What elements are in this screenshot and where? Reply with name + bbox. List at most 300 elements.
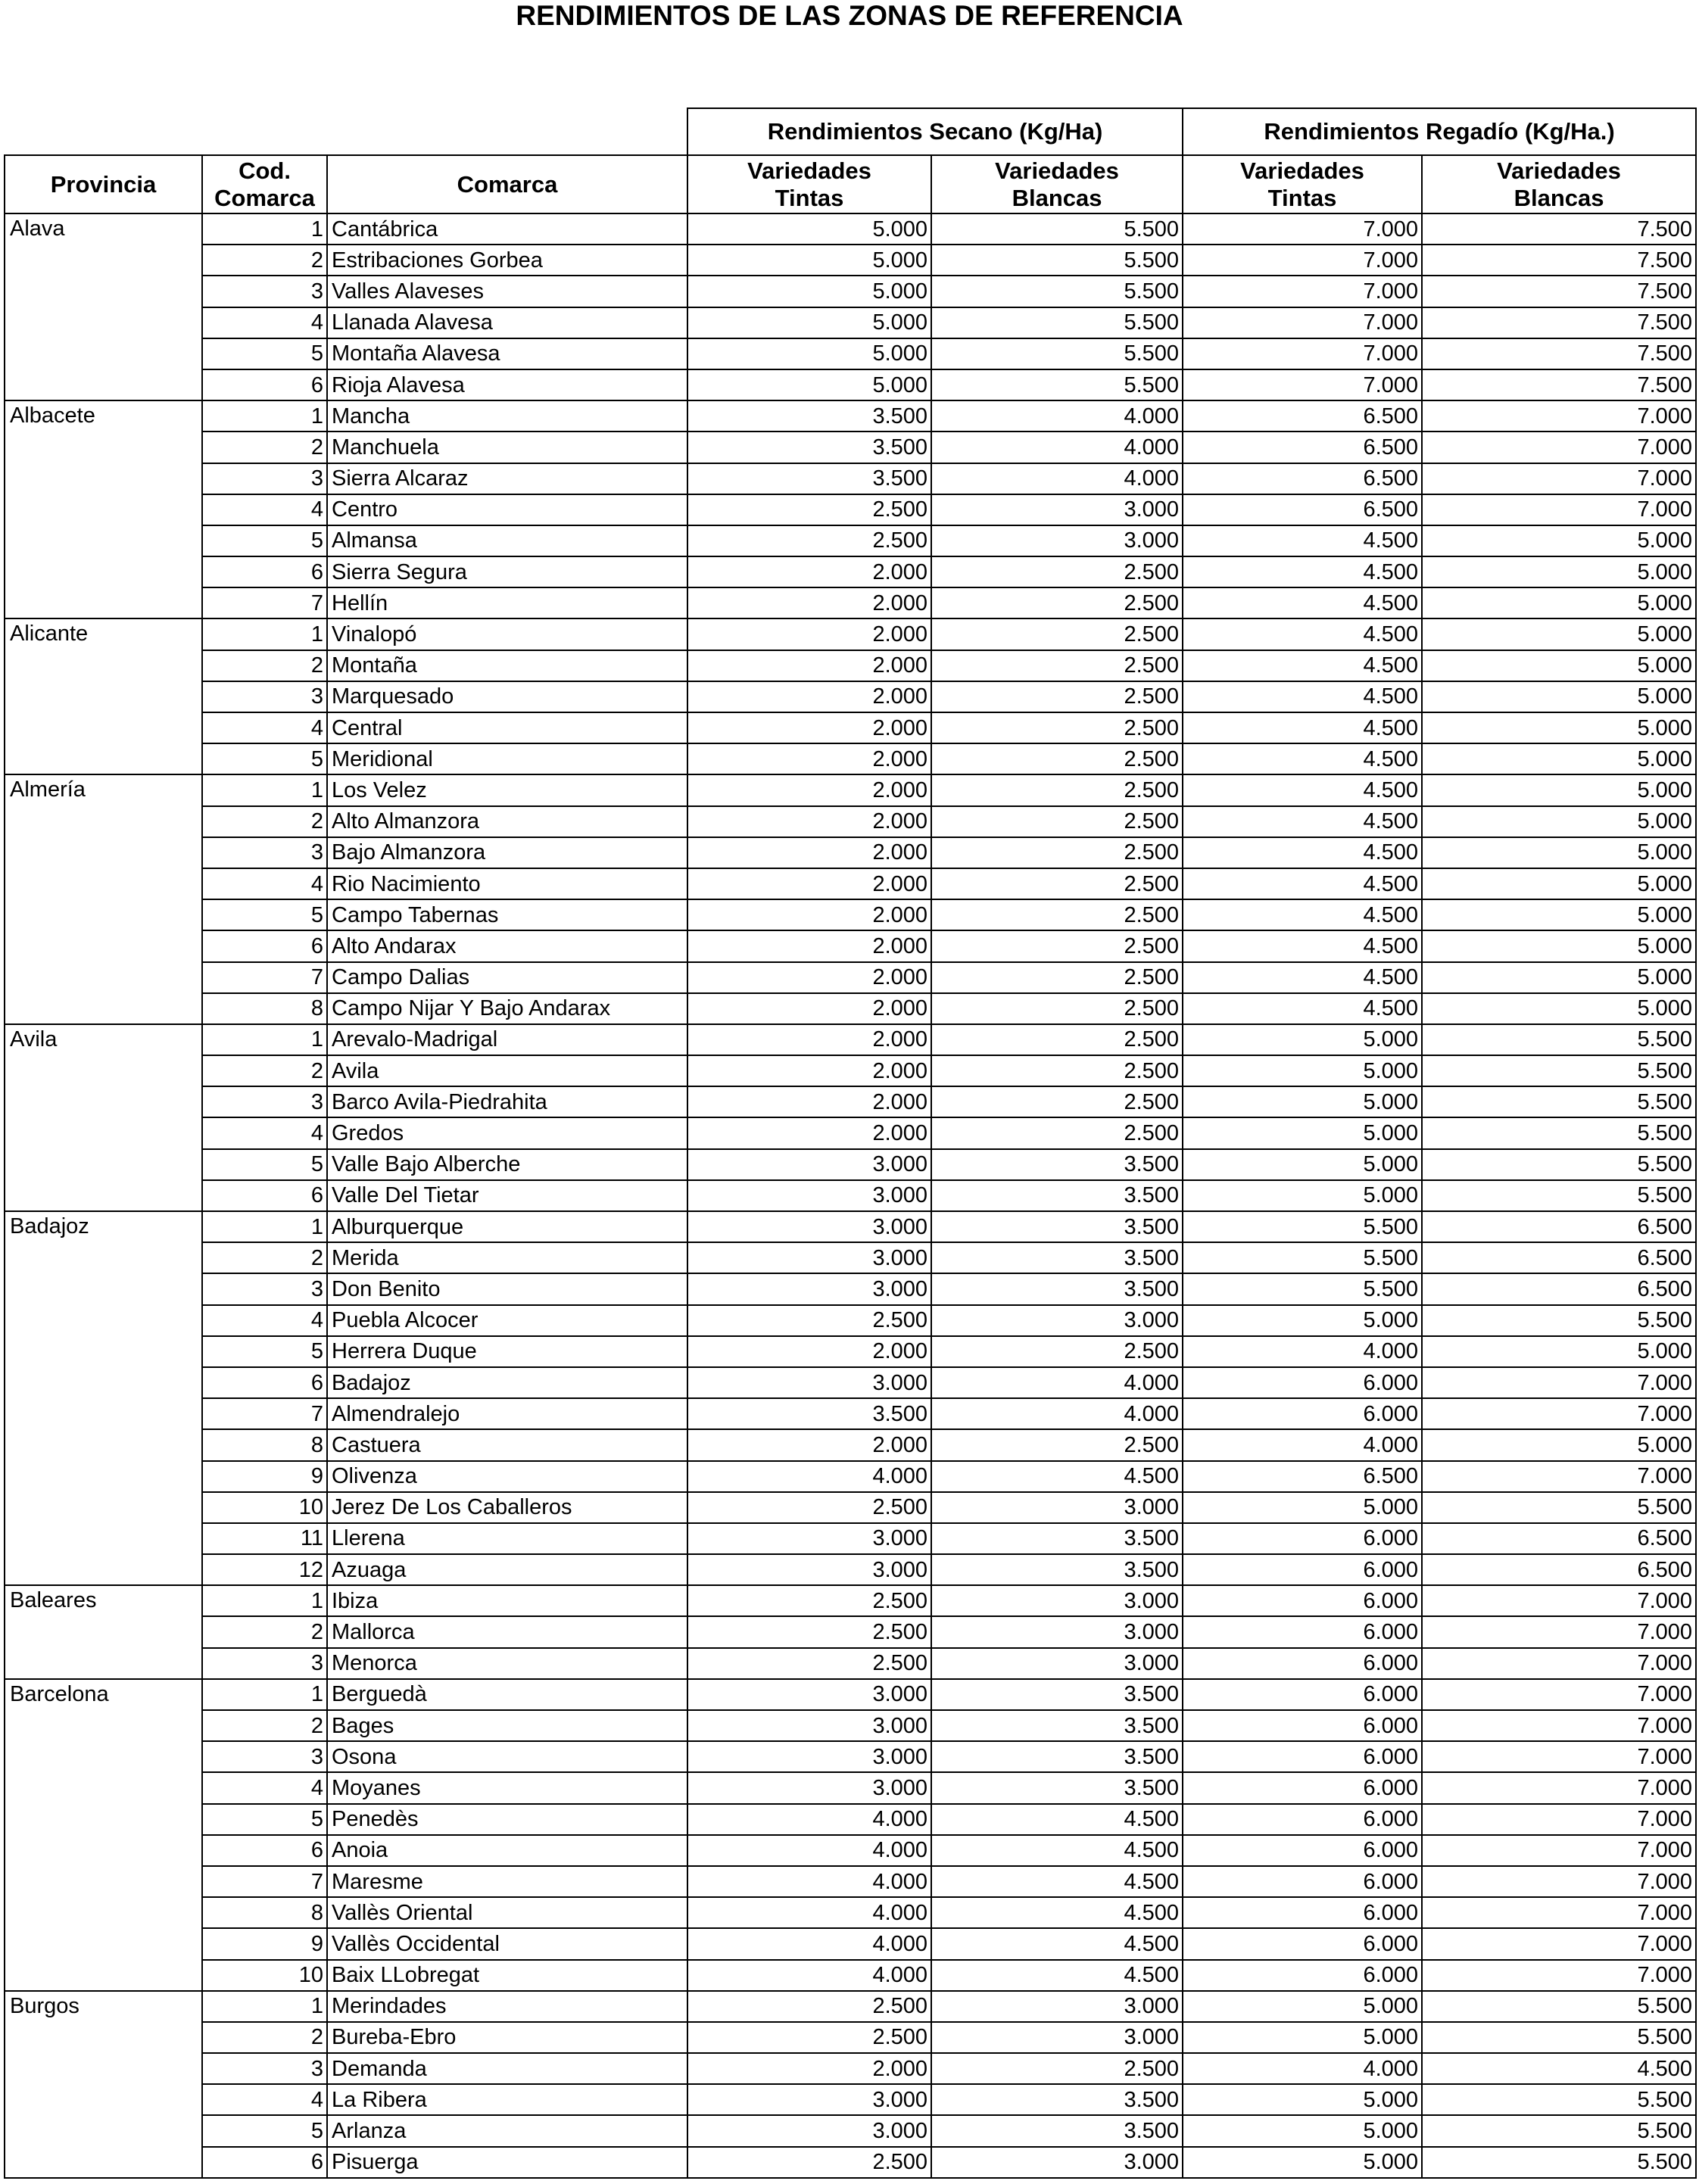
regadio-tintas-cell: 5.500 [1183, 1273, 1422, 1304]
regadio-tintas-cell: 6.500 [1183, 400, 1422, 432]
comarca-cell: Maresme [327, 1866, 687, 1897]
secano-blancas-cell: 3.500 [931, 1180, 1183, 1211]
regadio-blancas-cell: 4.500 [1422, 2053, 1696, 2084]
comarca-cell: Arlanza [327, 2115, 687, 2146]
secano-blancas-cell: 3.500 [931, 2084, 1183, 2115]
regadio-blancas-cell: 7.000 [1422, 1772, 1696, 1803]
regadio-blancas-cell: 6.500 [1422, 1554, 1696, 1585]
secano-blancas-cell: 3.500 [931, 1242, 1183, 1273]
comarca-cell: Almansa [327, 525, 687, 556]
regadio-blancas-cell: 6.500 [1422, 1273, 1696, 1304]
comarca-cell: Moyanes [327, 1772, 687, 1803]
secano-blancas-cell: 2.500 [931, 1024, 1183, 1055]
secano-tintas-cell: 2.000 [687, 993, 931, 1024]
regadio-tintas-cell: 6.500 [1183, 1461, 1422, 1492]
regadio-tintas-cell: 4.000 [1183, 2053, 1422, 2084]
regadio-blancas-cell: 6.500 [1422, 1523, 1696, 1554]
regadio-blancas-cell: 7.000 [1422, 1367, 1696, 1398]
regadio-blancas-cell: 5.000 [1422, 806, 1696, 837]
regadio-tintas-cell: 6.500 [1183, 494, 1422, 525]
table-row [5, 618, 1696, 650]
regadio-blancas-cell: 5.000 [1422, 774, 1696, 805]
regadio-tintas-cell: 6.000 [1183, 1835, 1422, 1866]
page-title: RENDIMIENTOS DE LAS ZONAS DE REFERENCIA [516, 0, 1183, 31]
secano-tintas-cell: 4.000 [687, 1866, 931, 1897]
secano-tintas-cell: 2.000 [687, 1117, 931, 1148]
table-row [5, 1554, 1696, 1585]
secano-tintas-cell: 3.000 [687, 1679, 931, 1710]
secano-tintas-cell: 2.500 [687, 1616, 931, 1647]
cod-cell: 10 [202, 1960, 327, 1991]
provincia-cell: Albacete [5, 400, 202, 618]
regadio-tintas-cell: 7.000 [1183, 338, 1422, 369]
regadio-blancas-cell: 7.000 [1422, 1648, 1696, 1679]
comarca-cell: Vallès Oriental [327, 1897, 687, 1928]
secano-blancas-cell: 5.500 [931, 276, 1183, 307]
regadio-tintas-cell: 4.500 [1183, 962, 1422, 993]
regadio-blancas-cell: 5.500 [1422, 1991, 1696, 2022]
cod-cell: 4 [202, 307, 327, 338]
secano-blancas-cell: 2.500 [931, 993, 1183, 1024]
regadio-tintas-cell: 7.000 [1183, 276, 1422, 307]
regadio-tintas-cell: 6.000 [1183, 1772, 1422, 1803]
regadio-tintas-cell: 6.000 [1183, 1710, 1422, 1741]
comarca-cell: Barco Avila-Piedrahita [327, 1086, 687, 1117]
secano-tintas-cell: 2.500 [687, 525, 931, 556]
secano-tintas-cell: 2.000 [687, 930, 931, 961]
table-row [5, 1211, 1696, 1242]
secano-tintas-cell: 2.000 [687, 2053, 931, 2084]
regadio-tintas-cell: 5.000 [1183, 2115, 1422, 2146]
comarca-cell: Meridional [327, 743, 687, 774]
cod-cell: 6 [202, 930, 327, 961]
secano-blancas-cell: 2.500 [931, 2053, 1183, 2084]
regadio-blancas-cell: 5.500 [1422, 1149, 1696, 1180]
cod-cell: 6 [202, 369, 327, 400]
regadio-tintas-cell: 6.000 [1183, 1804, 1422, 1835]
regadio-blancas-cell: 5.500 [1422, 1180, 1696, 1211]
secano-blancas-cell: 5.500 [931, 307, 1183, 338]
regadio-tintas-cell: 5.500 [1183, 1242, 1422, 1273]
cod-cell: 8 [202, 1429, 327, 1460]
secano-blancas-cell: 2.500 [931, 806, 1183, 837]
table-row [5, 2147, 1696, 2178]
comarca-cell: Rio Nacimiento [327, 868, 687, 899]
comarca-cell: Baix LLobregat [327, 1960, 687, 1991]
secano-blancas-cell: 4.000 [931, 1398, 1183, 1429]
secano-tintas-cell: 3.000 [687, 1273, 931, 1304]
table-row [5, 432, 1696, 463]
table-row [5, 587, 1696, 618]
comarca-cell: Centro [327, 494, 687, 525]
comarca-cell: Berguedà [327, 1679, 687, 1710]
regadio-blancas-cell: 5.000 [1422, 650, 1696, 681]
secano-blancas-cell: 2.500 [931, 650, 1183, 681]
secano-tintas-cell: 5.000 [687, 307, 931, 338]
provincia-cell: Burgos [5, 1991, 202, 2178]
secano-blancas-cell: 4.500 [931, 1960, 1183, 1991]
regadio-tintas-cell: 6.000 [1183, 1679, 1422, 1710]
cod-cell: 1 [202, 400, 327, 432]
secano-blancas-cell: 4.500 [931, 1897, 1183, 1928]
cod-cell: 5 [202, 899, 327, 930]
secano-tintas-cell: 3.000 [687, 1180, 931, 1211]
cod-cell: 11 [202, 1523, 327, 1554]
regadio-blancas-cell: 7.000 [1422, 1679, 1696, 1710]
cod-cell: 5 [202, 1336, 327, 1367]
regadio-blancas-cell: 5.000 [1422, 712, 1696, 743]
regadio-tintas-cell: 6.500 [1183, 463, 1422, 494]
secano-blancas-cell: 3.000 [931, 525, 1183, 556]
regadio-tintas-cell: 4.500 [1183, 743, 1422, 774]
secano-blancas-cell: 4.000 [931, 432, 1183, 463]
secano-blancas-cell: 3.500 [931, 1772, 1183, 1803]
table-row [5, 1928, 1696, 1959]
secano-blancas-cell: 2.500 [931, 930, 1183, 961]
comarca-cell: Badajoz [327, 1367, 687, 1398]
secano-blancas-cell: 2.500 [931, 587, 1183, 618]
secano-tintas-cell: 3.000 [687, 1772, 931, 1803]
secano-blancas-cell: 3.500 [931, 1679, 1183, 1710]
cod-cell: 4 [202, 1772, 327, 1803]
secano-tintas-cell: 2.000 [687, 1024, 931, 1055]
provincia-cell: Alava [5, 213, 202, 400]
secano-tintas-cell: 3.000 [687, 2115, 931, 2146]
comarca-cell: Vallès Occidental [327, 1928, 687, 1959]
comarca-cell: Llerena [327, 1523, 687, 1554]
cod-cell: 5 [202, 338, 327, 369]
comarca-cell: Montaña [327, 650, 687, 681]
cod-cell: 1 [202, 1585, 327, 1616]
secano-blancas-cell: 2.500 [931, 556, 1183, 587]
regadio-blancas-cell: 5.000 [1422, 962, 1696, 993]
comarca-cell: La Ribera [327, 2084, 687, 2115]
comarca-cell: Menorca [327, 1648, 687, 1679]
regadio-tintas-cell: 7.000 [1183, 369, 1422, 400]
secano-tintas-cell: 2.000 [687, 556, 931, 587]
secano-tintas-cell: 2.500 [687, 494, 931, 525]
comarca-cell: Azuaga [327, 1554, 687, 1585]
table-row [5, 1866, 1696, 1897]
cod-cell: 5 [202, 1149, 327, 1180]
cod-cell: 1 [202, 1211, 327, 1242]
regadio-blancas-cell: 5.000 [1422, 837, 1696, 868]
cod-cell: 1 [202, 1991, 327, 2022]
secano-tintas-cell: 2.500 [687, 1492, 931, 1523]
regadio-blancas-cell: 7.000 [1422, 1960, 1696, 1991]
comarca-cell: Herrera Duque [327, 1336, 687, 1367]
comarca-cell: Montaña Alavesa [327, 338, 687, 369]
table-body [5, 213, 1696, 2178]
secano-blancas-cell: 4.500 [931, 1804, 1183, 1835]
regadio-blancas-cell: 7.000 [1422, 1928, 1696, 1959]
regadio-blancas-cell: 7.000 [1422, 1616, 1696, 1647]
regadio-blancas-cell: 7.000 [1422, 463, 1696, 494]
regadio-tintas-cell: 6.000 [1183, 1866, 1422, 1897]
comarca-cell: Bajo Almanzora [327, 837, 687, 868]
table-row [5, 930, 1696, 961]
provincia-header: Provincia [5, 155, 202, 213]
regadio-blancas-cell: 5.000 [1422, 899, 1696, 930]
provincia-cell: Alicante [5, 618, 202, 774]
regadio-tintas-cell: 6.000 [1183, 1897, 1422, 1928]
comarca-cell: Gredos [327, 1117, 687, 1148]
regadio-blancas-cell: 5.500 [1422, 1024, 1696, 1055]
secano-blancas-cell: 3.000 [931, 1492, 1183, 1523]
cod-cell: 6 [202, 2147, 327, 2178]
table-row [5, 276, 1696, 307]
comarca-cell: Hellín [327, 587, 687, 618]
secano-tintas-cell: 2.500 [687, 1991, 931, 2022]
regadio-tintas-cell: 6.000 [1183, 1616, 1422, 1647]
cod-cell: 1 [202, 1679, 327, 1710]
secano-blancas-cell: 2.500 [931, 837, 1183, 868]
secano-tintas-cell: 4.000 [687, 1897, 931, 1928]
cod-cell: 7 [202, 962, 327, 993]
regadio-blancas-cell: 5.000 [1422, 587, 1696, 618]
regadio-tintas-cell: 4.000 [1183, 1336, 1422, 1367]
regadio-blancas-cell: 5.000 [1422, 618, 1696, 650]
regadio-tintas-cell: 4.000 [1183, 1429, 1422, 1460]
secano-tintas-cell: 3.500 [687, 400, 931, 432]
table-row [5, 962, 1696, 993]
regadio-blancas-cell: 7.500 [1422, 276, 1696, 307]
regadio-tintas-cell: 7.000 [1183, 245, 1422, 276]
regadio-group-header: Rendimientos Regadío (Kg/Ha.) [1183, 108, 1696, 155]
cod-comarca-header: Cod. Comarca [202, 155, 327, 213]
comarca-cell: Vinalopó [327, 618, 687, 650]
secano-blancas-cell: 3.000 [931, 1991, 1183, 2022]
regadio-blancas-cell: 7.000 [1422, 432, 1696, 463]
table-row [5, 774, 1696, 805]
comarca-cell: Mallorca [327, 1616, 687, 1647]
secano-blancas-cell: 4.500 [931, 1835, 1183, 1866]
comarca-cell: Manchuela [327, 432, 687, 463]
regadio-blancas-cell: 7.000 [1422, 1461, 1696, 1492]
secano-blancas-cell: 4.000 [931, 400, 1183, 432]
cod-cell: 3 [202, 1648, 327, 1679]
secano-tintas-cell: 2.000 [687, 837, 931, 868]
comarca-cell: Avila [327, 1055, 687, 1086]
secano-blancas-cell: 4.500 [931, 1866, 1183, 1897]
regadio-blancas-cell: 5.500 [1422, 1117, 1696, 1148]
secano-blancas-cell: 2.500 [931, 962, 1183, 993]
comarca-cell: Valles Alaveses [327, 276, 687, 307]
table-row [5, 1461, 1696, 1492]
regadio-tintas-cell: 5.000 [1183, 1492, 1422, 1523]
comarca-cell: Llanada Alavesa [327, 307, 687, 338]
comarca-cell: Central [327, 712, 687, 743]
regadio-tintas-cell: 5.000 [1183, 1086, 1422, 1117]
secano-tintas-cell: 2.000 [687, 1429, 931, 1460]
secano-blancas-cell: 3.500 [931, 1149, 1183, 1180]
secano-blancas-cell: 2.500 [931, 712, 1183, 743]
secano-blancas-cell: 3.000 [931, 494, 1183, 525]
regadio-tintas-cell: 4.500 [1183, 806, 1422, 837]
secano-blancas-cell: 4.000 [931, 463, 1183, 494]
secano-blancas-cell: 2.500 [931, 1055, 1183, 1086]
regadio-blancas-cell: 5.500 [1422, 1055, 1696, 1086]
secano-tintas-cell: 2.500 [687, 2147, 931, 2178]
secano-blancas-cell: 2.500 [931, 743, 1183, 774]
regadio-tintas-cell: 6.500 [1183, 432, 1422, 463]
secano-blancas-cell: 3.500 [931, 1554, 1183, 1585]
table-row [5, 1710, 1696, 1741]
regadio-tintas-cell: 4.500 [1183, 774, 1422, 805]
cod-cell: 8 [202, 1897, 327, 1928]
comarca-cell: Don Benito [327, 1273, 687, 1304]
table-row [5, 369, 1696, 400]
table-row [5, 463, 1696, 494]
header-spacer [5, 108, 687, 155]
comarca-cell: Bages [327, 1710, 687, 1741]
secano-blancas-cell: 2.500 [931, 618, 1183, 650]
cod-cell: 2 [202, 2022, 327, 2053]
table-row [5, 806, 1696, 837]
secano-tintas-header: Variedades Tintas [687, 155, 931, 213]
regadio-blancas-cell: 7.500 [1422, 213, 1696, 245]
secano-blancas-cell: 4.500 [931, 1928, 1183, 1959]
secano-tintas-cell: 3.000 [687, 1367, 931, 1398]
secano-tintas-cell: 2.500 [687, 1305, 931, 1336]
regadio-blancas-cell: 6.500 [1422, 1211, 1696, 1242]
regadio-tintas-cell: 4.500 [1183, 837, 1422, 868]
regadio-tintas-cell: 6.000 [1183, 1741, 1422, 1772]
cod-cell: 1 [202, 213, 327, 245]
cod-cell: 2 [202, 432, 327, 463]
cod-cell: 2 [202, 806, 327, 837]
table-row [5, 1648, 1696, 1679]
cod-cell: 3 [202, 837, 327, 868]
regadio-blancas-cell: 7.000 [1422, 494, 1696, 525]
secano-blancas-cell: 2.500 [931, 868, 1183, 899]
secano-tintas-cell: 2.000 [687, 899, 931, 930]
cod-cell: 6 [202, 556, 327, 587]
secano-blancas-cell: 3.000 [931, 1305, 1183, 1336]
cod-cell: 4 [202, 712, 327, 743]
table-row [5, 1024, 1696, 1055]
table-row [5, 1180, 1696, 1211]
regadio-blancas-cell: 5.000 [1422, 993, 1696, 1024]
cod-cell: 9 [202, 1928, 327, 1959]
secano-tintas-cell: 2.000 [687, 962, 931, 993]
cod-cell: 3 [202, 1273, 327, 1304]
cod-cell: 2 [202, 1055, 327, 1086]
regadio-blancas-cell: 7.000 [1422, 1804, 1696, 1835]
cod-cell: 7 [202, 1398, 327, 1429]
cod-cell: 2 [202, 1242, 327, 1273]
table-row [5, 1336, 1696, 1367]
table-row [5, 1772, 1696, 1803]
secano-tintas-cell: 3.500 [687, 1398, 931, 1429]
regadio-blancas-cell: 7.000 [1422, 1398, 1696, 1429]
comarca-cell: Sierra Alcaraz [327, 463, 687, 494]
yields-table [4, 107, 1697, 2179]
regadio-tintas-cell: 6.000 [1183, 1648, 1422, 1679]
regadio-blancas-cell: 7.500 [1422, 369, 1696, 400]
table-row [5, 1398, 1696, 1429]
secano-tintas-cell: 4.000 [687, 1461, 931, 1492]
comarca-cell: Valle Del Tietar [327, 1180, 687, 1211]
table-row [5, 1305, 1696, 1336]
regadio-blancas-cell: 5.500 [1422, 2115, 1696, 2146]
secano-tintas-cell: 2.000 [687, 868, 931, 899]
regadio-blancas-cell: 5.000 [1422, 930, 1696, 961]
cod-cell: 12 [202, 1554, 327, 1585]
cod-cell: 7 [202, 1866, 327, 1897]
cod-cell: 3 [202, 1086, 327, 1117]
secano-tintas-cell: 4.000 [687, 1928, 931, 1959]
secano-tintas-cell: 3.000 [687, 1741, 931, 1772]
regadio-tintas-cell: 5.000 [1183, 1117, 1422, 1148]
secano-blancas-cell: 3.000 [931, 1616, 1183, 1647]
secano-tintas-cell: 5.000 [687, 213, 931, 245]
secano-tintas-cell: 2.500 [687, 1585, 931, 1616]
secano-tintas-cell: 2.000 [687, 1086, 931, 1117]
regadio-tintas-cell: 6.000 [1183, 1554, 1422, 1585]
secano-tintas-cell: 2.000 [687, 743, 931, 774]
table-row [5, 307, 1696, 338]
comarca-cell: Almendralejo [327, 1398, 687, 1429]
table-row [5, 743, 1696, 774]
secano-tintas-cell: 2.000 [687, 618, 931, 650]
regadio-blancas-cell: 5.000 [1422, 743, 1696, 774]
secano-tintas-cell: 5.000 [687, 369, 931, 400]
table-row [5, 556, 1696, 587]
secano-tintas-cell: 3.000 [687, 1523, 931, 1554]
table-row [5, 338, 1696, 369]
table-row [5, 1991, 1696, 2022]
cod-cell: 3 [202, 1741, 327, 1772]
regadio-tintas-cell: 5.000 [1183, 1149, 1422, 1180]
table-row [5, 837, 1696, 868]
comarca-cell: Campo Dalias [327, 962, 687, 993]
secano-tintas-cell: 2.000 [687, 1336, 931, 1367]
secano-tintas-cell: 4.000 [687, 1835, 931, 1866]
secano-group-header: Rendimientos Secano (Kg/Ha) [687, 108, 1183, 155]
secano-tintas-cell: 3.500 [687, 432, 931, 463]
table-row [5, 1960, 1696, 1991]
regadio-tintas-cell: 4.500 [1183, 993, 1422, 1024]
secano-blancas-cell: 3.500 [931, 1273, 1183, 1304]
table-row [5, 1616, 1696, 1647]
regadio-tintas-cell: 4.500 [1183, 556, 1422, 587]
regadio-tintas-cell: 7.000 [1183, 213, 1422, 245]
comarca-cell: Rioja Alavesa [327, 369, 687, 400]
comarca-cell: Puebla Alcocer [327, 1305, 687, 1336]
regadio-blancas-cell: 7.000 [1422, 1866, 1696, 1897]
regadio-tintas-cell: 4.500 [1183, 525, 1422, 556]
cod-cell: 6 [202, 1367, 327, 1398]
regadio-tintas-cell: 4.500 [1183, 868, 1422, 899]
secano-blancas-header: Variedades Blancas [931, 155, 1183, 213]
cod-cell: 1 [202, 618, 327, 650]
table-row [5, 1804, 1696, 1835]
table-row [5, 525, 1696, 556]
table-row [5, 1149, 1696, 1180]
regadio-tintas-header: Variedades Tintas [1183, 155, 1422, 213]
regadio-blancas-cell: 5.000 [1422, 556, 1696, 587]
regadio-tintas-cell: 4.500 [1183, 681, 1422, 712]
secano-blancas-cell: 3.000 [931, 2022, 1183, 2053]
secano-blancas-cell: 3.500 [931, 1741, 1183, 1772]
secano-tintas-cell: 4.000 [687, 1804, 931, 1835]
regadio-tintas-cell: 4.500 [1183, 930, 1422, 961]
comarca-cell: Marquesado [327, 681, 687, 712]
regadio-tintas-cell: 6.000 [1183, 1928, 1422, 1959]
regadio-tintas-cell: 5.000 [1183, 1180, 1422, 1211]
comarca-cell: Alto Andarax [327, 930, 687, 961]
